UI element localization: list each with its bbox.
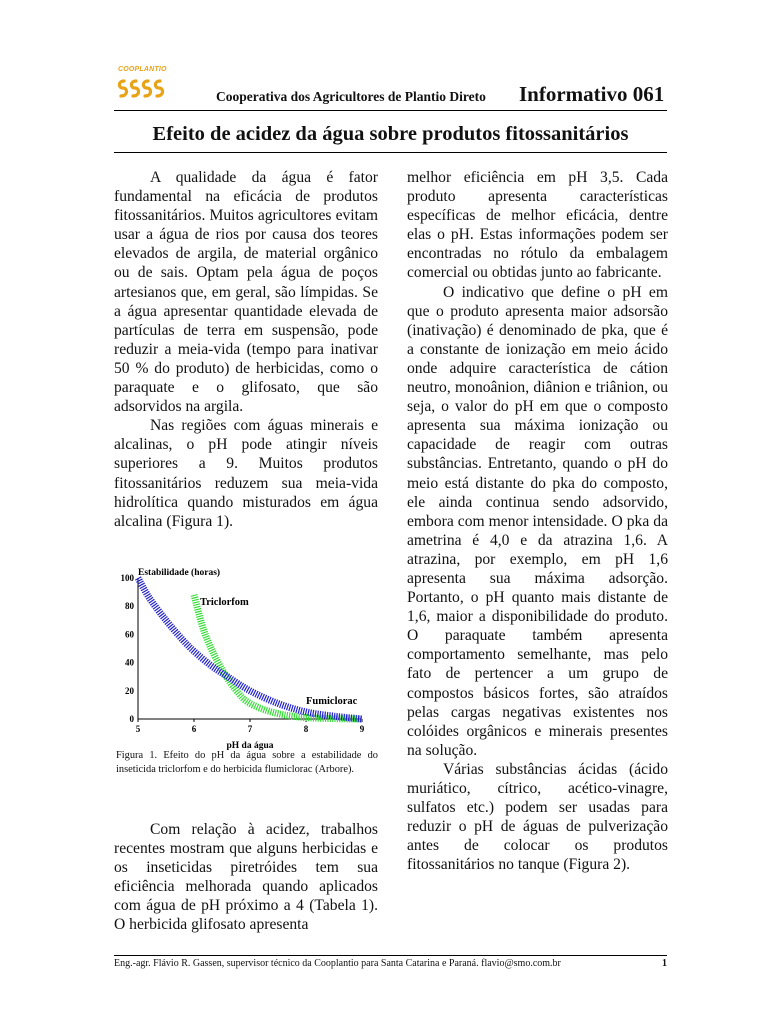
legend-fumiclorac: Fumiclorac: [306, 696, 358, 707]
y-tick-label: 60: [125, 629, 134, 640]
legend-triclorfom: Triclorfom: [200, 597, 249, 608]
paragraph: Com relação à acidez, trabalhos recentes mostram que alguns herbicidas e os inseticidas piretróides tem sua eficiência melhorada quando aplicados com água de pH próximo a 4 (Tabela 1). O herbicida glifosato apresenta: [114, 821, 378, 934]
page-number: 1: [662, 958, 667, 969]
paragraph: Várias substâncias ácidas (ácido muriático, cítrico, acético-vinagre, sulfatos etc.) podem ser usadas para reduzir o pH de águas de pulverização antes de colocar os produtos fitossanitários no tanque (Figura 2).: [407, 760, 668, 874]
x-tick-label: 9: [359, 724, 365, 734]
paragraph: A qualidade da água é fator fundamental na eficácia de produtos fitossanitários. Muitos agricultores evitam usar a água de rios por causa dos teores elevados de argila, de material orgânico ou de sais. Optam pela água de poços artesianos que, em geral, são límpidas. Se a água apresentar quantidade elevada de partículas de terra em suspensão, pode reduzir a meia-vida (tempo para inativar 50 % do produto) de herbicidas, como o paraquate e o glifosato, que são adsorvidos na argila.: [114, 169, 378, 416]
cooplantio-logo: [114, 66, 170, 106]
y-tick-label: 40: [125, 657, 134, 668]
page-title: Efeito de acidez da água sobre produtos fitossanitários: [152, 123, 629, 145]
x-tick-label: 6: [191, 724, 197, 734]
footer-author: Eng.-agr. Flávio R. Gassen, supervisor técnico da Cooplantio para Santa Catarina e Paraná. flavio@smo.com.br: [114, 958, 561, 969]
issue-number: Informativo 061: [519, 82, 665, 106]
right-column: [407, 168, 668, 874]
logo-swirl-icon: [114, 75, 170, 103]
y-axis-label: Estabilidade (horas): [138, 568, 221, 578]
cooperative-name: Cooperativa dos Agricultores de Plantio Direto: [216, 89, 486, 104]
x-tick-label: 8: [303, 724, 309, 734]
logo-text: COOPLANTIO: [118, 66, 167, 73]
x-tick-label: 5: [135, 724, 141, 734]
footer-rule: [114, 955, 667, 956]
header-rule: [114, 110, 667, 111]
y-tick-label: 20: [125, 685, 134, 696]
paragraph: Nas regiões com águas minerais e alcalinas, o pH pode atingir níveis superiores a 9. Muitos produtos fitossanitários reduzem sua meia-vida hidrolítica quando misturados em água alcalina (Figura 1).: [114, 417, 378, 530]
x-tick-label: 7: [247, 724, 253, 734]
y-tick-label: 0: [129, 714, 134, 724]
figure-caption: Figura 1. Efeito do pH da água sobre a estabilidade do inseticida triclorfom e do herbicida flumiclorac (Arbore).: [116, 750, 378, 775]
y-tick-label: 100: [120, 573, 134, 583]
y-tick-label: 80: [125, 601, 134, 612]
left-column-bottom: [114, 820, 378, 935]
title-rule: [114, 152, 667, 153]
paragraph: O indicativo que define o pH em que o produto apresenta maior adsorsão (inativação) é denominado de pka, que é a constante de ionização em meio ácido onde adquire característica de cátion neutro, monoânion, diânion e triânion, ou seja, o valor do pH em que o composto apresenta sua máxima ionização ou capacidade de reagir com outras substâncias. Entretanto, quando o pH do meio está distante do pka do composto, ele ainda continua sendo adsorvido, embora com menor intensidade. O pka da ametrina é 4,0 e da atrazina 1,6. A atrazina, por exemplo, em pH 1,6 apresenta sua máxima adsorção. Portanto, o pH quanto mais distante de 1,6, maior a disponibilidade do produto. O paraquate também apresenta comportamento semelhante, mas pelo fato de pertencer a um grupo de compostos básicos fortes, são atraídos pelas cargas negativas existentes nos colóides orgânicos e minerais presentes na solução.: [407, 283, 668, 759]
x-axis-label: pH da água: [226, 741, 274, 751]
paragraph: melhor eficiência em pH 3,5. Cada produto apresenta características específicas de melhor eficácia, dentre elas o pH. Estas informações podem ser encontradas no rótulo da embalagem comercial ou obtidas junto ao fabricante.: [407, 169, 668, 282]
figure-1-chart: [110, 560, 380, 755]
left-column-top: [114, 168, 378, 531]
